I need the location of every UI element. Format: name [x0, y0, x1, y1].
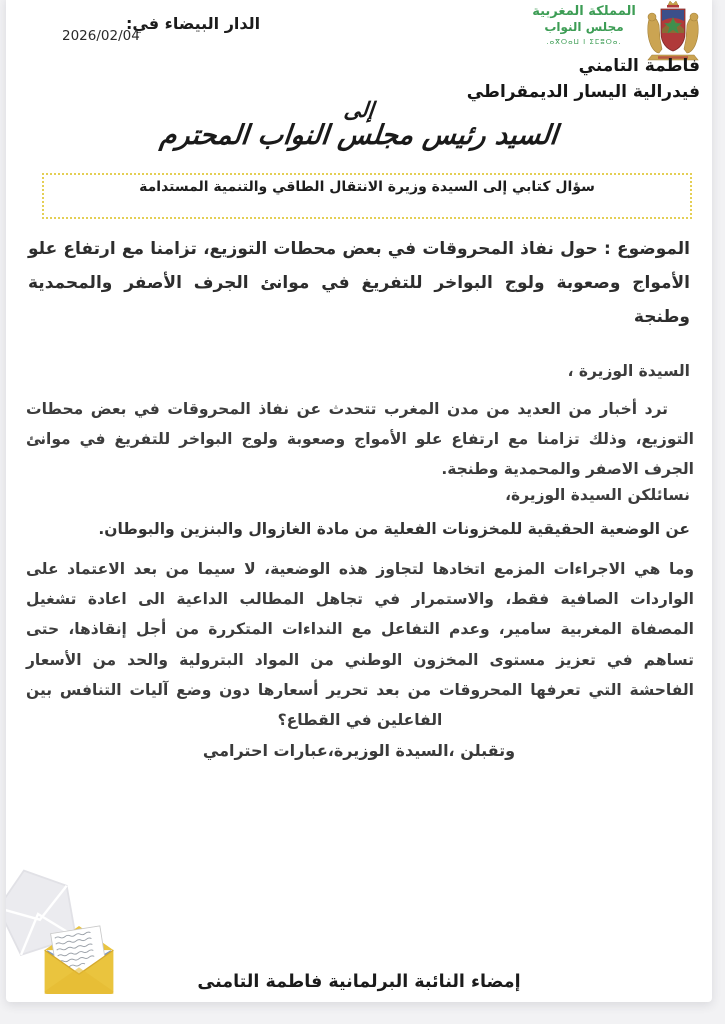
- salutation-line: السيد رئيس مجلس النواب المحترم: [158, 120, 560, 151]
- salutation-to: إلى: [342, 98, 376, 122]
- deputy-name: فاطمة التامني: [578, 56, 700, 76]
- institution-titles: [528, 4, 640, 47]
- question-type-text: سؤال كتابي إلى السيدة وزيرة الانتقال الطاقي والتنمية المستدامة: [139, 179, 595, 195]
- place-date-label: الدار البيضاء في:: [126, 14, 261, 33]
- question-1-text: عن الوضعية الحقيقية للمخزونات الفعلية من مادة الغازوال والبنزين والبوطان.: [98, 520, 690, 538]
- date-value: 2026/02/04: [62, 28, 140, 44]
- subject-text: الموضوع : حول نفاذ المحروقات في بعض محطات التوزيع، تزامنا مع ارتفاع علو الأمواج وصعوبة ولوج البواخر للتفريغ في موانئ الجرف الأصفر والمحمدية وطنجة: [28, 239, 690, 327]
- chamber-title-tifinagh: .ⴰⴳⵔⴰⵡ ⵏ ⵉⵎⵓⵔⴰ.: [546, 38, 622, 47]
- kingdom-title: المملكة المغربية: [532, 4, 636, 19]
- signature-name: فاطمة التامنى: [197, 972, 323, 992]
- ask-intro-text: نسائلكن السيدة الوزيرة،: [505, 486, 690, 504]
- party-name: فيدرالية اليسار الديمقراطي: [466, 82, 700, 102]
- question-type-box: [42, 173, 692, 219]
- closing-text: وتقبلن ،السيدة الوزيرة،عبارات احترامي: [202, 741, 516, 760]
- paragraph-news: ترد أخبار من العديد من مدن المغرب تتحدث عن نفاذ المحروقات في بعض محطات التوزيع، وذلك تزامنا مع ارتفاع علو الأمواج وصعوبة ولوج البواخر للتفريغ في موانئ الجرف الاصفر والمحمدية وطنجة.: [26, 400, 694, 479]
- signature-line: [6, 972, 712, 992]
- greeting-text: السيدة الوزيرة ،: [567, 362, 690, 380]
- document-page: [6, 0, 712, 1002]
- salutation: [6, 98, 712, 151]
- signature-prefix: إمضاء النائبة البرلمانية: [322, 972, 521, 992]
- chamber-title: مجلس النواب: [544, 20, 624, 35]
- question-2-text: وما هي الاجراءات المزمع اتخادها لتجاوز هذه الوضعية، لا سيما من بعد الاعتماد على الواردات الصافية فقط، والاستمرار في تجاهل المطالب الداعية الى اعادة تشغيل المصفاة المغربية سامير، وعدم التفاعل مع النداءات المتكررة من أجل إنقاذها، حتى تساهم في تعزيز مستوى المخزون الوطني من المواد البترولية والحد من الأسعار الفاحشة التي تعرفها المحروقات من بعد تحرير أسعارها دون وضع آليات التنافس بين الفاعلين في القطاع؟: [26, 560, 694, 730]
